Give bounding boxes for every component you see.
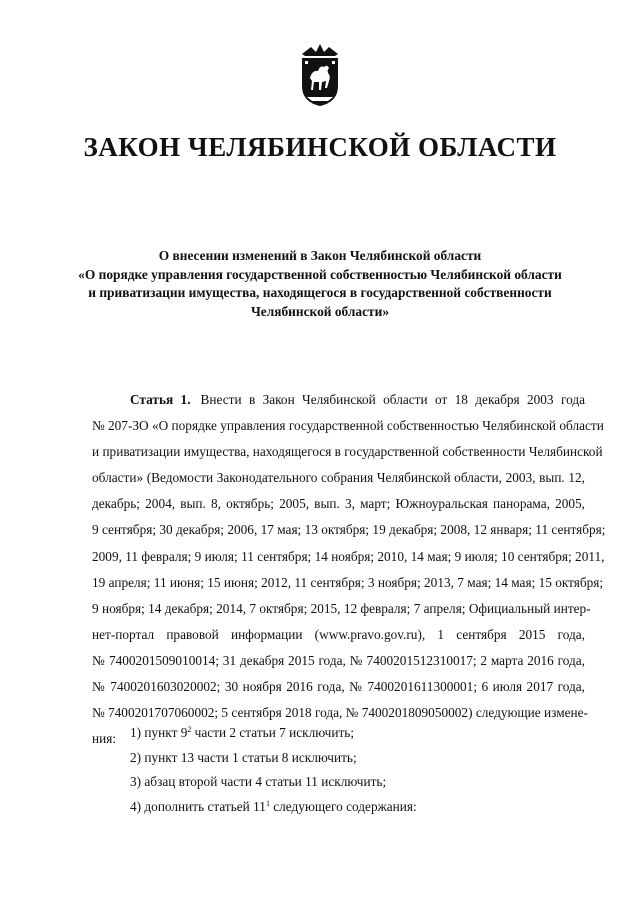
article-paragraph-line: 19 апреля; 11 июня; 15 июня; 2012, 11 сентября; 3 ноября; 2013, 7 мая; 14 мая; 15 октября; <box>92 574 604 590</box>
article-paragraph-line: и приватизации имущества, находящегося в государственной собственности Челябинской <box>92 444 603 460</box>
list-item <box>130 770 417 795</box>
list-item-text: 1) пункт 9 <box>130 725 188 740</box>
law-title: ЗАКОН ЧЕЛЯБИНСКОЙ ОБЛАСТИ <box>83 132 557 162</box>
list-item-text: 2) пункт 13 части 1 статьи 8 исключить; <box>130 749 357 765</box>
article-paragraph-line: № 207-ЗО «О порядке управления государственной собственностью Челябинской области <box>92 418 604 434</box>
article-paragraph-line <box>92 387 585 413</box>
subtitle-line: и приватизации имущества, находящегося в государственной собственности <box>88 285 552 300</box>
article-paragraph-line: № 7400201603020002; 30 ноября 2016 года, № 7400201611300001; 6 июля 2017 года, <box>92 679 585 695</box>
article-paragraph-line: ния: <box>92 731 117 747</box>
list-item-text: 4) дополнить статьей 11 <box>130 798 266 814</box>
article-paragraph-line: нет-портал правовой информации (www.pravo.gov.ru), 1 сентября 2015 года, <box>92 626 585 642</box>
list-item <box>130 746 417 771</box>
list-item-text: следующего содержания: <box>269 798 417 814</box>
list-item <box>130 795 417 820</box>
article-paragraph-line: области» (Ведомости Законодательного собрания Челябинской области, 2003, вып. 12, <box>92 470 585 486</box>
list-item <box>130 721 417 746</box>
article-paragraph-line: 9 сентября; 30 декабря; 2006, 17 мая; 13 октября; 19 декабря; 2008, 12 января; 11 сентября; <box>92 522 606 538</box>
list-item-text: 3) абзац второй части 4 статьи 11 исключить; <box>130 774 387 789</box>
article-text: Внести в Закон Челябинской области от 18 декабря 2003 года <box>200 392 586 407</box>
list-item-text: части 2 статьи 7 исключить; <box>191 725 355 740</box>
article-paragraph-line: № 7400201509010014; 31 декабря 2015 года, № 7400201512310017; 2 марта 2016 года, <box>92 652 585 668</box>
subtitle-line: О внесении изменений в Закон Челябинской области <box>158 248 482 263</box>
article-paragraph-line: № 7400201707060002; 5 сентября 2018 года, № 7400201809050002) следующие измене- <box>92 705 588 721</box>
subtitle-line: Челябинской области» <box>250 303 390 319</box>
article-paragraph-line: 9 ноября; 14 декабря; 2014, 7 октября; 2015, 12 февраля; 7 апреля; Официальный интер- <box>92 600 591 616</box>
law-subtitle <box>70 247 570 321</box>
article-paragraph-line: 2009, 11 февраля; 9 июля; 11 сентября; 14 ноября; 2010, 14 мая; 9 июля; 10 сентября; 2011, <box>92 548 605 564</box>
subtitle-line: «О порядке управления государственной собственностью Челябинской области <box>78 266 562 282</box>
superscript: 2 <box>187 725 192 734</box>
article-label: Статья 1. <box>130 392 191 407</box>
amendment-list <box>130 721 417 819</box>
article-1 <box>92 387 606 752</box>
superscript: 1 <box>265 798 270 808</box>
article-paragraph-line: декабрь; 2004, вып. 8, октябрь; 2005, вып. 3, март; Южноуральская панорама, 2005, <box>92 496 585 512</box>
coat-of-arms-icon <box>298 40 342 108</box>
